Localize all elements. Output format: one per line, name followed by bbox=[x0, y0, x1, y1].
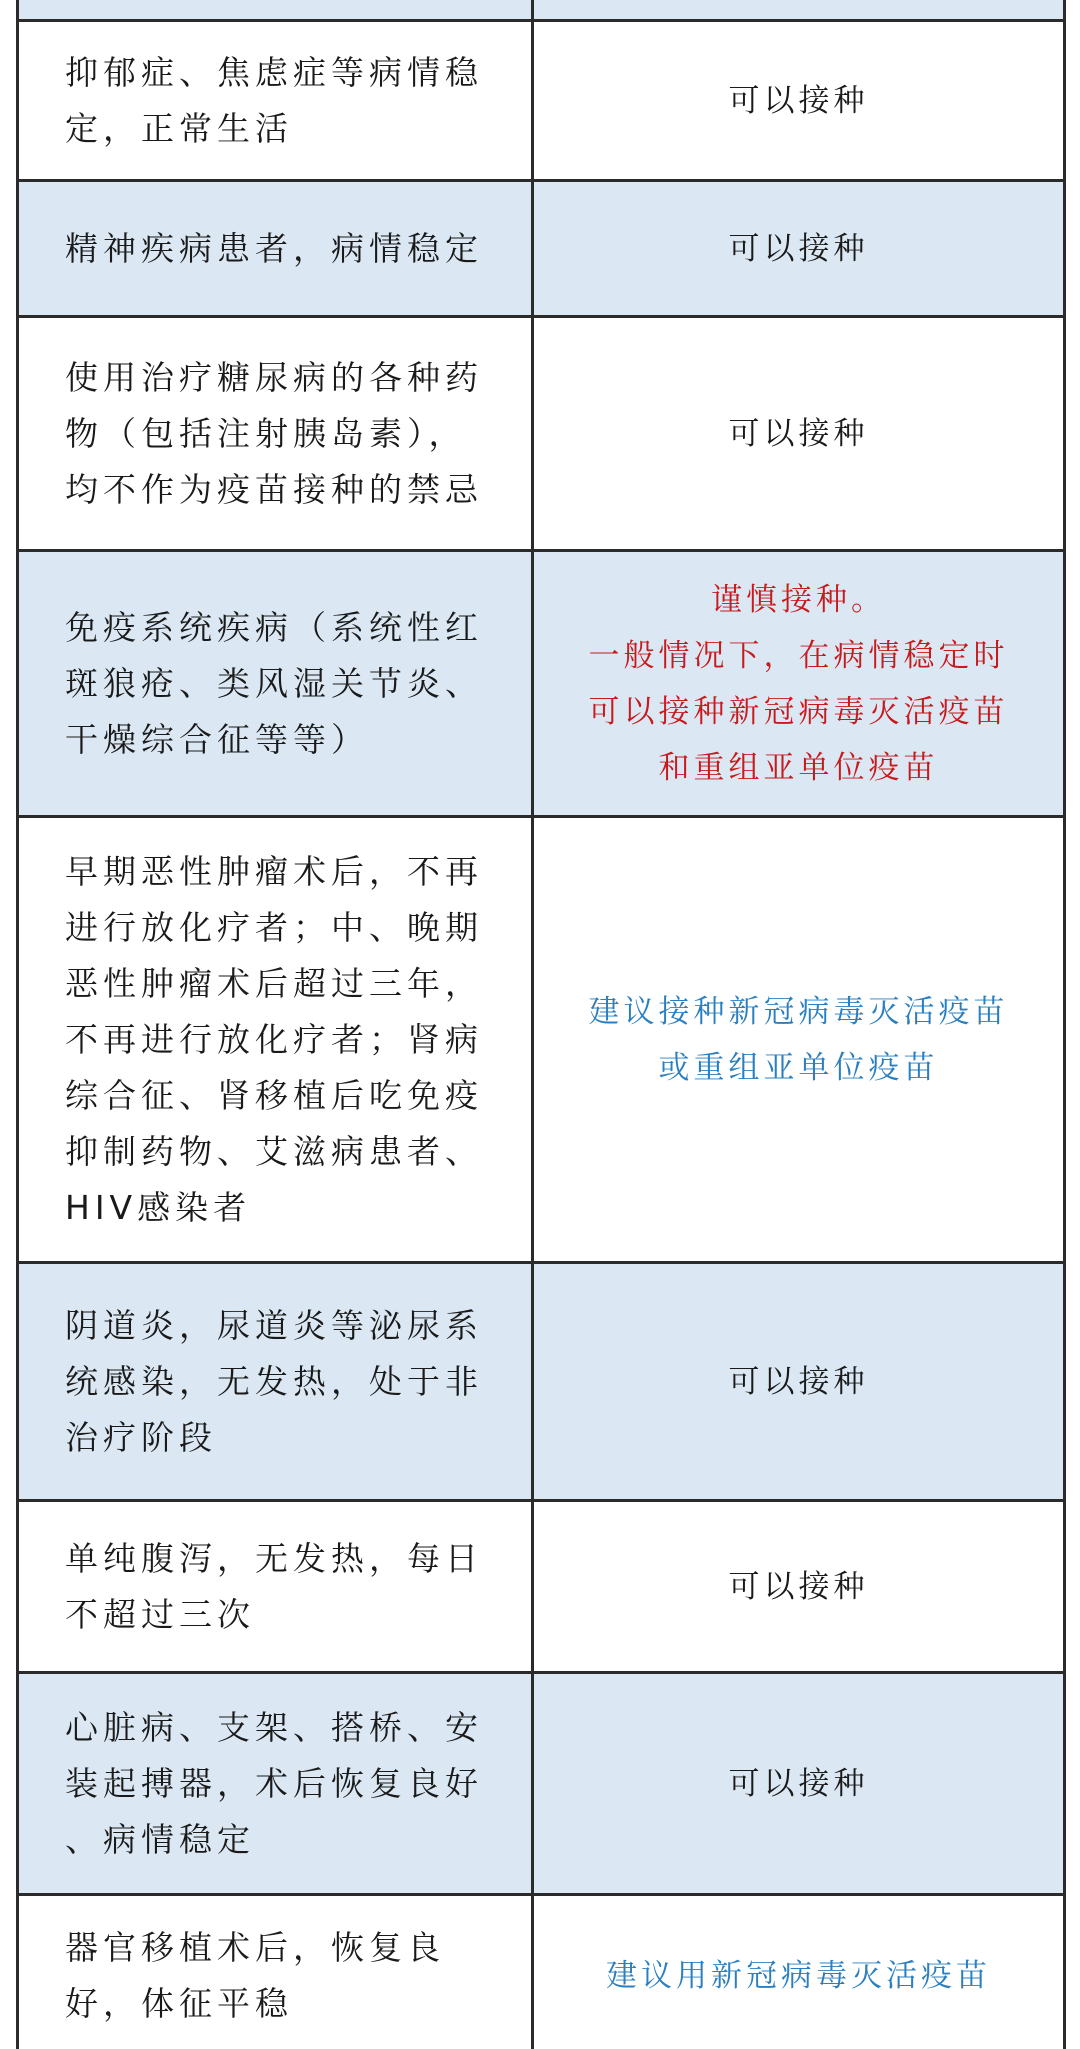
condition-cell bbox=[19, 0, 534, 19]
table-row bbox=[19, 0, 1063, 22]
advice-cell: 可以接种 bbox=[728, 82, 869, 119]
advice-cell bbox=[534, 0, 1063, 19]
condition-cell: 抑郁症、焦虑症等病情稳 定，正常生活 bbox=[19, 22, 534, 179]
advice-cell: 可以接种 bbox=[728, 415, 869, 452]
vaccination-guidance-table bbox=[16, 0, 1066, 2049]
table-row bbox=[19, 1264, 1063, 1502]
table-row bbox=[19, 1674, 1063, 1896]
table-row bbox=[19, 818, 1063, 1264]
advice-cell-recommend: 建议接种新冠病毒灭活疫苗 或重组亚单位疫苗 bbox=[588, 993, 1009, 1086]
condition-cell: 早期恶性肿瘤术后，不再 进行放化疗者；中、晚期 恶性肿瘤术后超过三年， 不再进行放化疗者；肾病 综合征、肾移植后吃免疫 抑制药物、艾滋病患者、 HIV感染者 bbox=[19, 818, 534, 1261]
advice-cell-caution: 谨慎接种。 一般情况下，在病情稳定时 可以接种新冠病毒灭活疫苗 和重组亚单位疫苗 bbox=[588, 581, 1009, 786]
advice-cell: 可以接种 bbox=[728, 1363, 869, 1400]
condition-cell: 单纯腹泻，无发热，每日 不超过三次 bbox=[19, 1502, 534, 1671]
condition-cell: 使用治疗糖尿病的各种药 物（包括注射胰岛素）， 均不作为疫苗接种的禁忌 bbox=[19, 318, 534, 549]
table-row bbox=[19, 552, 1063, 818]
condition-cell: 免疫系统疾病（系统性红 斑狼疮、类风湿关节炎、 干燥综合征等等） bbox=[19, 552, 534, 815]
table-row bbox=[19, 182, 1063, 318]
advice-cell: 可以接种 bbox=[728, 1765, 869, 1802]
table-row bbox=[19, 1896, 1063, 2049]
advice-cell: 可以接种 bbox=[728, 230, 869, 267]
advice-cell-recommend: 建议用新冠病毒灭活疫苗 bbox=[606, 1958, 991, 1994]
advice-cell: 可以接种 bbox=[728, 1568, 869, 1605]
condition-cell: 阴道炎，尿道炎等泌尿系 统感染，无发热，处于非 治疗阶段 bbox=[19, 1264, 534, 1499]
table-row bbox=[19, 1502, 1063, 1674]
condition-cell: 心脏病、支架、搭桥、安 装起搏器，术后恢复良好 、病情稳定 bbox=[19, 1674, 534, 1893]
table-row bbox=[19, 318, 1063, 552]
condition-cell: 器官移植术后，恢复良 好，体征平稳 bbox=[19, 1896, 534, 2049]
table-row bbox=[19, 22, 1063, 182]
condition-cell: 精神疾病患者，病情稳定 bbox=[19, 182, 534, 315]
